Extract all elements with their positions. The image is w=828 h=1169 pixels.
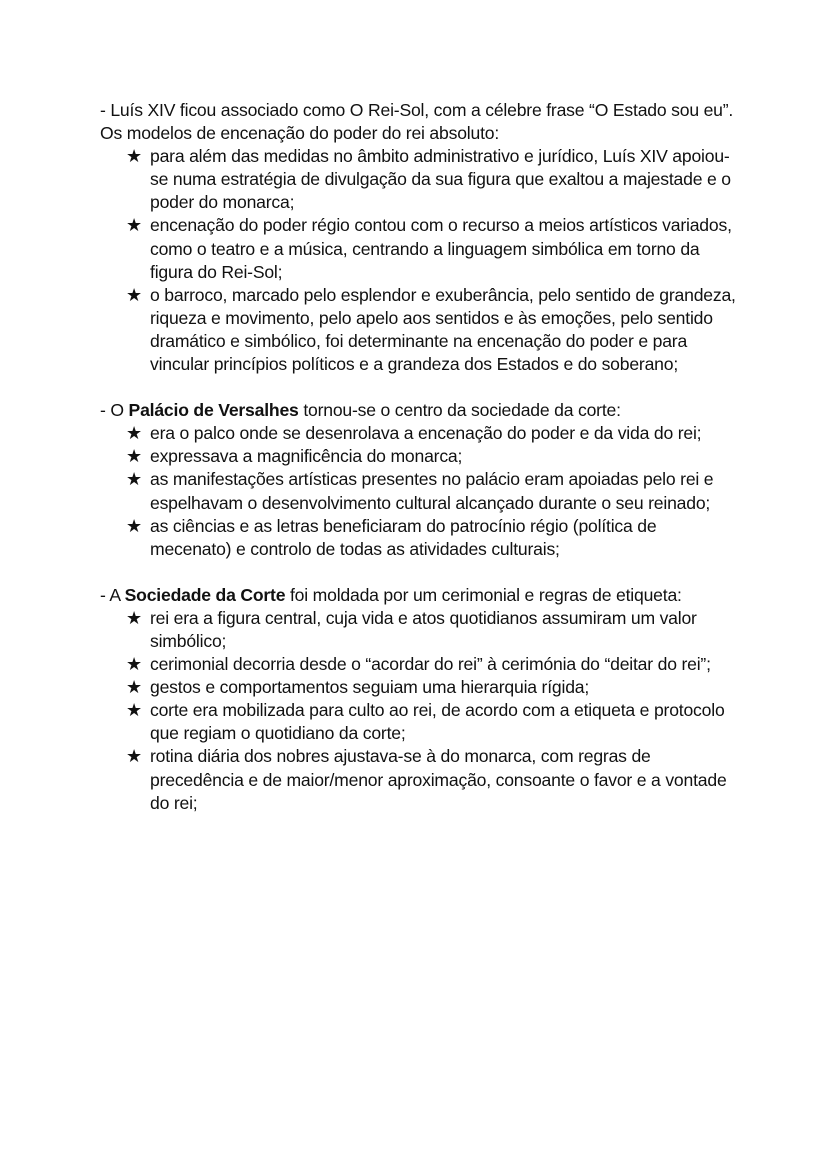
section-palacio-versalhes	[100, 399, 740, 561]
list-item: ★ as ciências e as letras beneficiaram do patrocínio régio (política de mecenato) e controlo de todas as atividades culturais;	[126, 515, 657, 559]
section-intro: - A Sociedade da Corte foi moldada por um cerimonial e regras de etiqueta:	[100, 584, 682, 605]
list-item: ★ expressava a magnificência do monarca;	[126, 446, 463, 468]
list-item: ★ as manifestações artísticas presentes no palácio eram apoiadas pelo rei e espelhavam o desenvolvimento cultural alcançado durante o seu reinado;	[126, 469, 714, 513]
section-intro: - Luís XIV ficou associado como O Rei-Sol, com a célebre frase “O Estado sou eu”. Os modelos de encenação do poder do rei absoluto:	[100, 100, 734, 144]
list-item: ★ corte era mobilizada para culto ao rei, de acordo com a etiqueta e protocolo que regiam o quotidiano da corte;	[126, 700, 725, 744]
section-intro: - O Palácio de Versalhes tornou-se o centro da sociedade da corte:	[100, 400, 621, 421]
list-item: ★ gestos e comportamentos seguiam uma hierarquia rígida;	[126, 677, 590, 699]
section-luis-xiv	[100, 99, 740, 376]
star-icon: ★	[126, 746, 142, 768]
star-icon: ★	[126, 146, 142, 168]
list-item: ★ rei era a figura central, cuja vida e atos quotidianos assumiram um valor simbólico;	[126, 607, 697, 651]
bullet-list	[100, 422, 740, 561]
list-item: ★ era o palco onde se desenrolava a encenação do poder e da vida do rei;	[126, 423, 702, 445]
list-item: ★ o barroco, marcado pelo esplendor e exuberância, pelo sentido de grandeza, riqueza e movimento, pelo apelo aos sentidos e às emoções, pelo sentido dramático e simbólico, foi determinante na encenação do poder e para vincular princípios políticos e a grandeza dos Estados e do soberano;	[126, 284, 736, 375]
star-icon: ★	[126, 515, 142, 537]
section-sociedade-corte	[100, 584, 740, 815]
bullet-list	[100, 145, 740, 376]
list-item: ★ encenação do poder régio contou com o recurso a meios artísticos variados, como o teatro e a música, centrando a linguagem simbólica em torno da figura do Rei-Sol;	[126, 215, 732, 282]
list-item: ★ para além das medidas no âmbito administrativo e jurídico, Luís XIV apoiou-se numa estratégia de divulgação da sua figura que exaltou a majestade e o poder do monarca;	[126, 146, 731, 213]
star-icon: ★	[126, 469, 142, 491]
list-item: ★ rotina diária dos nobres ajustava-se à do monarca, com regras de precedência e de maior/menor aproximação, consoante o favor e a vontade do rei;	[126, 746, 727, 813]
star-icon: ★	[126, 446, 142, 468]
star-icon: ★	[126, 284, 142, 306]
star-icon: ★	[126, 677, 142, 699]
bullet-list	[100, 607, 740, 815]
section-heading-bold: Sociedade da Corte	[124, 584, 286, 605]
star-icon: ★	[126, 215, 142, 237]
document-page	[100, 99, 740, 838]
star-icon: ★	[126, 654, 142, 676]
star-icon: ★	[126, 700, 142, 722]
star-icon: ★	[126, 607, 142, 629]
section-heading-bold: Palácio de Versalhes	[128, 400, 299, 421]
list-item: ★ cerimonial decorria desde o “acordar do rei” à cerimónia do “deitar do rei”;	[126, 654, 711, 676]
star-icon: ★	[126, 423, 142, 445]
